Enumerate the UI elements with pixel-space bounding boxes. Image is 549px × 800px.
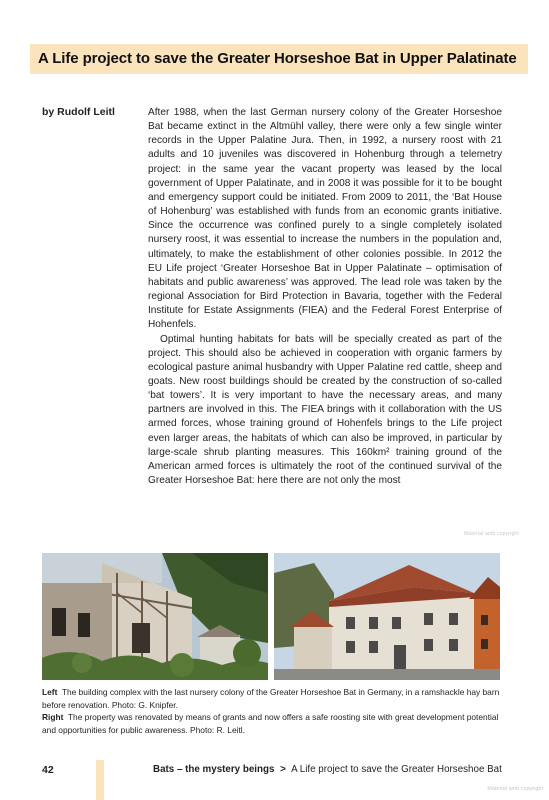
caption-text: The property was renovated by means of grants and now offers a safe roosting site with great development potential and opportunities for public awareness. Photo: R. Leitl. bbox=[42, 712, 499, 735]
watermark-top: Material amb copyright bbox=[464, 531, 519, 537]
body-paragraph: Optimal hunting habitats for bats will be specially created as part of the project. This should also be achieved in cooperation with organic farmers by ecological pasture animal husbandry with Upper Palatine red cattle, sheep and goats. New roost buildings should be created by the construction of so-called ‘bat towers’. It is very important to have the necessary areas, and many partners are involved in this. The FIEA brings with it collaboration with the US armed forces, whose training ground of Hohenfels brings to the Life project even larger areas, the habitats of which can also be improved, in particular by large-scale shrub planting measures. This 160km² training ground of the American armed forces is ultimately the root of the continued survival of the Greater Horseshoe Bat: here there are not only the most bbox=[148, 333, 502, 487]
photo-house-renovated bbox=[274, 553, 500, 680]
barn-illustration bbox=[42, 553, 268, 680]
article-title: A Life project to save the Greater Horseshoe Bat in Upper Palatinate bbox=[38, 50, 517, 67]
caption-right bbox=[42, 711, 512, 736]
running-head-section: Bats – the mystery beings bbox=[153, 764, 275, 775]
watermark-bottom: Material amb copyright bbox=[487, 786, 543, 792]
caption-text: The building complex with the last nursery colony of the Greater Horseshoe Bat in Germany, in a ramshackle hay barn before renovation. Photo: G. Knipfer. bbox=[42, 687, 500, 710]
caption-label: Left bbox=[42, 687, 58, 697]
running-head-subsection: A Life project to save the Greater Horseshoe Bat bbox=[291, 764, 502, 775]
page-number: 42 bbox=[42, 764, 54, 776]
breadcrumb-separator-icon: > bbox=[280, 764, 286, 775]
caption-left bbox=[42, 686, 512, 711]
article-body bbox=[148, 106, 502, 488]
caption-label: Right bbox=[42, 712, 64, 723]
title-bar bbox=[30, 44, 528, 74]
body-paragraph: After 1988, when the last German nursery colony of the Greater Horseshoe Bat became extinct in the Altmühl valley, there were only a few single winter records in the Upper Palatine Jura. Then, in 1992, a nursery roost with 21 adults and 10 juveniles was discovered in Hohenburg through a telemetry project: in the same year the vacant property was leased by the local government of Upper Palatinate, and in 2008 it was possible for it to be bought and emergency support could be initiated. From 2009 to 2011, the ‘Bat House of Hohenburg’ was established with funds from an economic grants initiative. Since the occurrence was confined purely to a single completely isolated nursery roost, it was essential to increase the numbers in the population and, ultimately, to make the establishment of other colonies possible. In 2012 the EU Life project ‘Greater Horseshoe Bat in Upper Palatinate – optimisation of habitats and public awareness’ was approved. The lead role was taken by the regional Association for Bird Protection in Bavaria, together with the Federal Institute for Estate Assignments (FIEA) and the Federal Forest Enterprise of Hohenfels. bbox=[148, 107, 502, 331]
renovated-house-illustration bbox=[274, 553, 500, 680]
photo-barn-before bbox=[42, 553, 268, 680]
footer-accent-bar bbox=[96, 760, 104, 800]
photo-captions bbox=[42, 686, 512, 736]
author-byline: by Rudolf Leitl bbox=[42, 106, 115, 118]
running-head bbox=[153, 764, 502, 775]
